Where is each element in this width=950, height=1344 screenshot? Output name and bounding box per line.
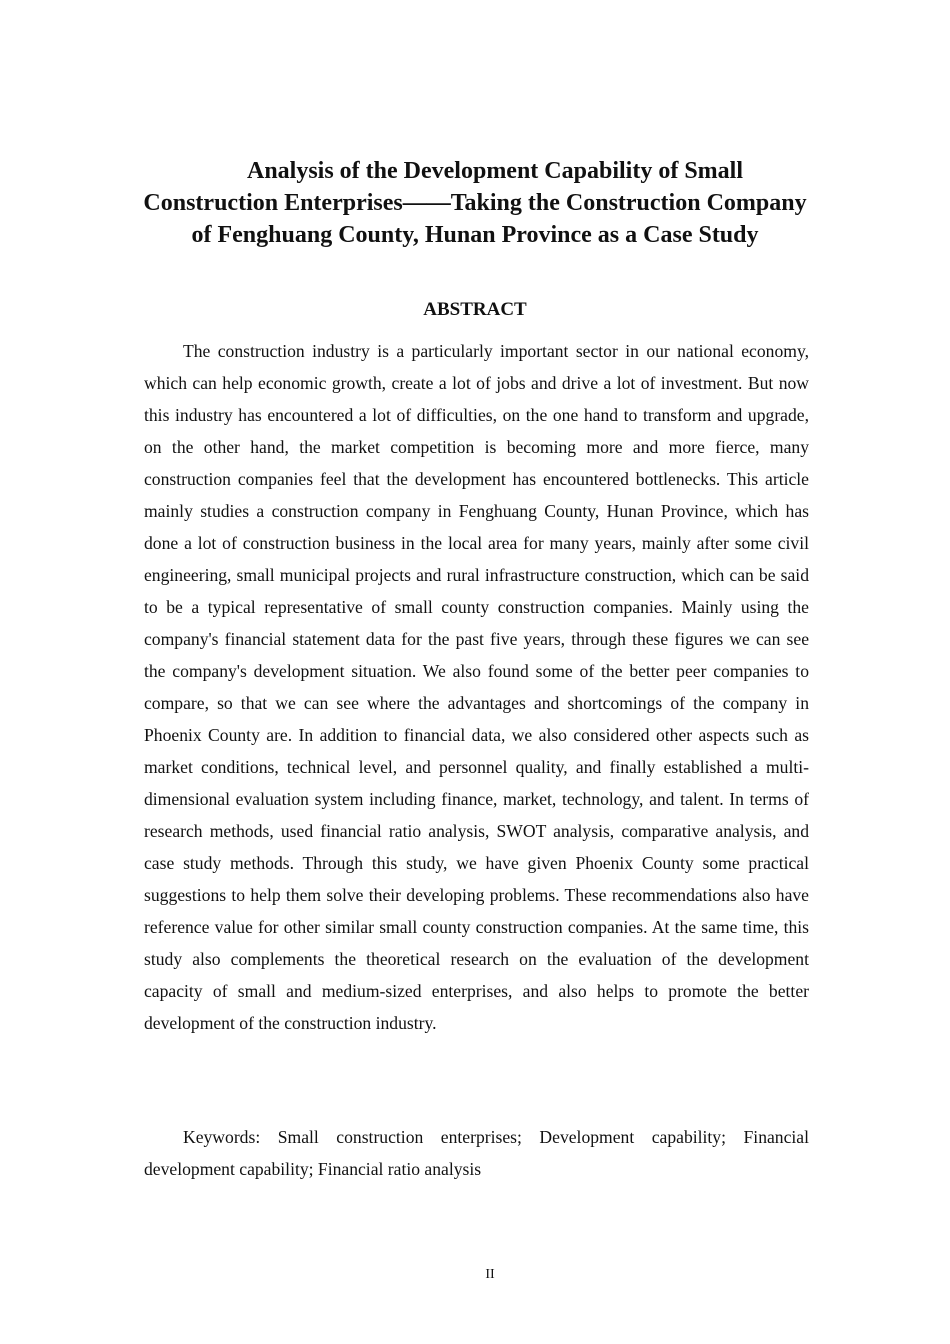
paper-title: Analysis of the Development Capability of Small Construction Enterprises——Taking the Construction Company of Fenghuang County, Hunan Province as a Case Study xyxy=(143,158,807,248)
keywords: Keywords: Small construction enterprises; Development capability; Financial development capability; Financial ratio analysis xyxy=(144,1127,809,1179)
abstract-body: The construction industry is a particularly important sector in our national economy, which can help economic growth, create a lot of jobs and drive a lot of investment. But now this industry has encountered a lot of difficulties, on the one hand to transform and upgrade, on the other hand, the market competition is becoming more and more fierce, many construction companies feel that the development has encountered bottlenecks. This article mainly studies a construction company in Fenghuang County, Hunan Province, which has done a lot of construction business in the local area for many years, mainly after some civil engineering, small municipal projects and rural infrastructure construction, which can be said to be a typical representative of small county construction companies. Mainly using the company's financial statement data for the past five years, through these figures we can see the company's development situation. We also found some of the better peer companies to compare, so that we can see where the advantages and shortcomings of the company in Phoenix County are. In addition to financial data, we also considered other aspects such as market conditions, technical level, and personnel quality, and finally established a multi-dimensional evaluation system including finance, market, technology, and talent. In terms of research methods, used financial ratio analysis, SWOT analysis, comparative analysis, and case study methods. Through this study, we have given Phoenix County some practical suggestions to help them solve their developing problems. These recommendations also have reference value for other similar small county construction companies. At the same time, this study also complements the theoretical research on the evaluation of the development capacity of small and medium-sized enterprises, and also helps to promote the better development of the construction industry. xyxy=(144,341,809,1033)
abstract-heading: ABSTRACT xyxy=(423,299,527,320)
page-number: II xyxy=(485,1267,495,1282)
